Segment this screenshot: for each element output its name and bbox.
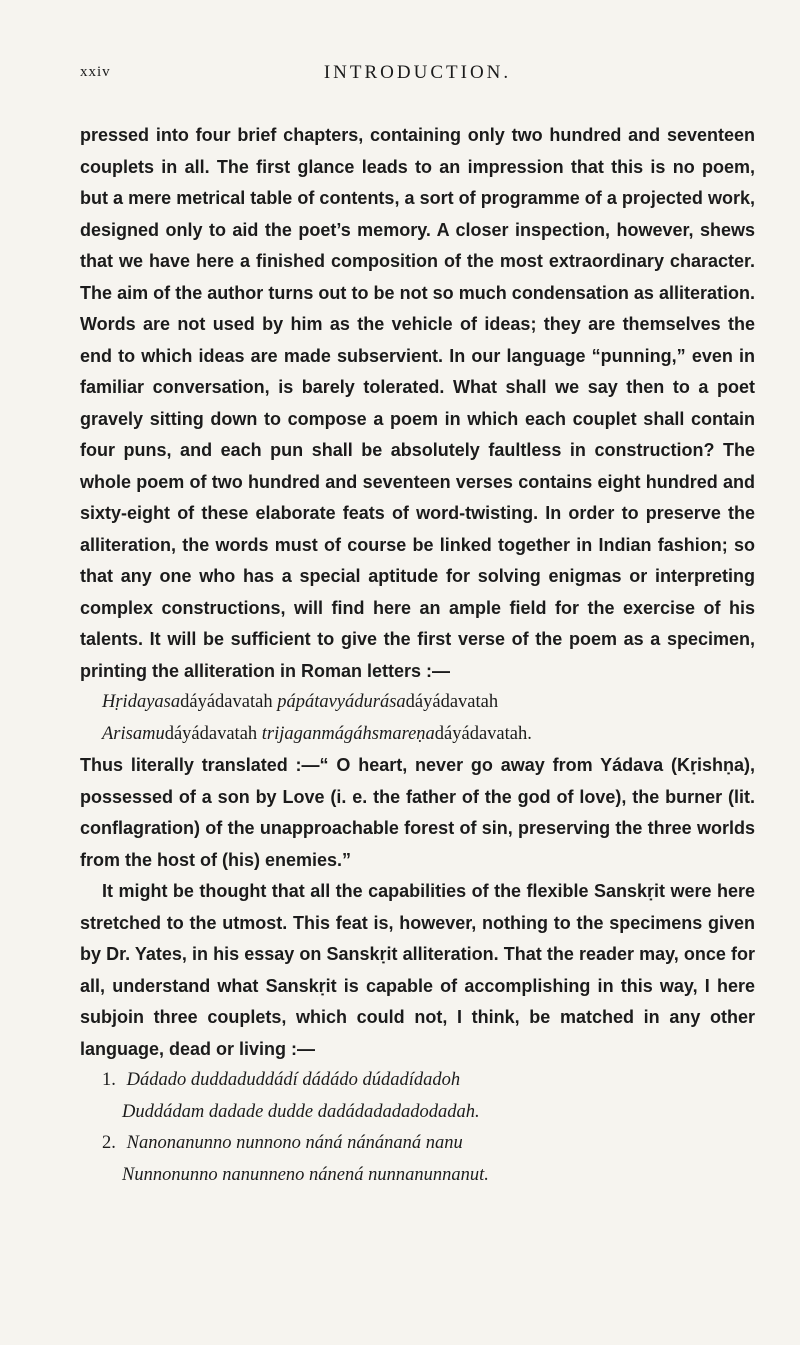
running-head [80, 62, 755, 92]
verse-line-1 [80, 687, 755, 719]
verse-2-part-b-roman: dáyádavatah. [434, 723, 532, 744]
verse-1-part-a-roman: dáyádavatah [180, 692, 278, 712]
verse-1-part-a-italic: Hṛidayasa [102, 692, 181, 712]
verse-2-part-a-roman: dáyádavatah [164, 723, 262, 744]
verse-line-2 [80, 719, 755, 751]
couplet-2-line-1 [80, 1128, 755, 1160]
verse-1-part-b-roman: dáyádavatah [405, 692, 499, 712]
couplet-1-line-2: Duddádam dadade dudde dadádadadadodadah. [122, 1101, 480, 1122]
paragraph-2: Thus literally translated :—“ O heart, never go away from Yádava (Kṛishṇa), possessed of a son by Love (i. e. the father of the god of love), the burner (lit. conflagration) of the unapproachable forest of sin, preserving the three worlds from the host of (his) enemies.” [80, 755, 755, 870]
couplet-1-text-1: Dádado duddaduddádí dádádo dúdadídadoh [126, 1070, 461, 1090]
couplet-1-line-1 [80, 1065, 755, 1097]
paragraph-1: pressed into four brief chapters, containing only two hundred and seventeen couplets in all. The first glance leads to an impression that this is no poem, but a mere metrical table of contents, a sort of programme of a projected work, designed only to aid the poet’s memory. A closer inspection, however, shews that we have here a finished composition of the most extraordinary character. The aim of the author turns out to be not so much condensation as alliteration. Words are not used by him as the vehicle of ideas; they are themselves the end to which ideas are made subservient. In our language “punning,” even in familiar conversation, is barely tolerated. What shall we say then to a poet gravely sitting down to compose a poem in which each couplet shall contain four puns, and each pun shall be absolutely faultless in construction? The whole poem of two hundred and seventeen verses contains eight hundred and sixty-eight of these elaborate feats of word-twisting. In order to preserve the alliteration, the words must of course be linked together in Indian fashion; so that any one who has a special aptitude for solving enigmas or interpreting complex constructions, will find here an ample field for the exercise of his talents. It will be sufficient to give the first verse of the poem as a specimen, printing the alliteration in Roman letters :— [80, 125, 755, 681]
couplet-1-number: 1. [102, 1070, 116, 1090]
couplet-2-text-1: Nanonanunno nunnono náná nánánaná nanu [126, 1133, 463, 1153]
body-text [80, 120, 755, 1191]
paragraph-3: It might be thought that all the capabilities of the flexible Sanskṛit were here stretched to the utmost. This feat is, however, nothing to the specimens given by Dr. Yates, in his essay on Sanskṛit alliteration. That the reader may, once for all, understand what Sanskṛit is capable of accomplishing in this way, I here subjoin three couplets, which could not, I think, be matched in any other language, dead or living :— [80, 881, 755, 1059]
couplet-2-line-2: Nunnonunno nanunneno nánená nunnanunnanut. [122, 1164, 489, 1185]
verse-2-part-a-italic: Arisamu [102, 723, 165, 744]
page-title: INTRODUCTION. [323, 62, 512, 83]
couplet-2-number: 2. [102, 1133, 116, 1153]
verse-1-part-b-italic: pápátavyádurása [277, 692, 406, 712]
page-number: xxiv [80, 64, 111, 80]
verse-2-part-b-italic: trijaganmágáhsmareṇa [261, 723, 435, 744]
